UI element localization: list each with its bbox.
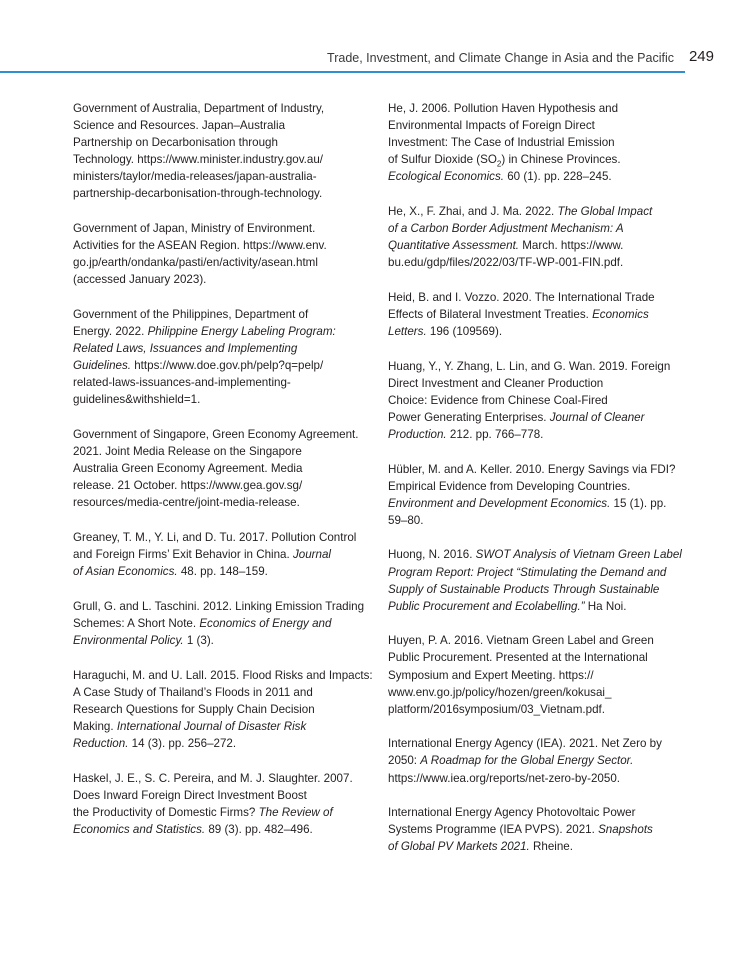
right-column [388,100,680,873]
reference-entry: Grull, G. and L. Taschini. 2012. Linking Emission Trading Schemes: A Short Note. Economics of Energy and Environmental Policy. 1 (3). [73,599,365,647]
left-column [73,100,373,855]
page-number: 249 [688,48,714,65]
reference-entry: Huong, N. 2016. SWOT Analysis of Vietnam Green Label Program Report: Project “Stimulating the Demand and Supply of Sustainable Products Through Sustainable Public Procurement and Ecolabelling.” Ha Noi. [388,548,682,613]
reference-entry: He, J. 2006. Pollution Haven Hypothesis and Environmental Impacts of Foreign Direct Investment: The Case of Industrial Emission of Sulfur Dioxide $(SO_2)$ in Chinese Provinces. Ecological Economics. 60 (1). pp. 228–245. [388,102,621,184]
reference-entry: International Energy Agency Photovoltaic Power Systems Programme (IEA PVPS). 2021. Snapshots of Global PV Markets 2021. Rheine. [388,806,653,854]
reference-entry: Government of Singapore, Green Economy Agreement. 2021. Joint Media Release on the Singapore Australia Green Economy Agreement. Media release. 21 October. https://www.gea.gov.sg/ resources/media-centre/joint-media-release. [73,428,359,510]
reference-entry: International Energy Agency (IEA). 2021. Net Zero by 2050: A Roadmap for the Global Energy Sector. https://www.iea.org/reports/net-zero-by-2050. [388,737,662,785]
reference-entry: Government of Australia, Department of Industry, Science and Resources. Japan–Australia Partnership on Decarbonisation through Technology. https://www.minister.industry.gov.au/ ministers/taylor/media-releases/japan-australia- partnership-decarbonisation-through-technology. [73,102,325,201]
reference-entry: Hübler, M. and A. Keller. 2010. Energy Savings via FDI? Empirical Evidence from Developing Countries. Environment and Development Economics. 15 (1). pp. 59–80. [388,462,676,527]
running-title: Trade, Investment, and Climate Change in Asia and the Pacific [327,51,674,65]
reference-entry: He, X., F. Zhai, and J. Ma. 2022. The Global Impact of a Carbon Border Adjustment Mechanism: A Quantitative Assessment. March. https://www. bu.edu/gdp/files/2022/03/TF-WP-001-FIN.pdf. [388,204,653,270]
reference-entry: Greaney, T. M., Y. Li, and D. Tu. 2017. Pollution Control and Foreign Firms’ Exit Behavior in China. Journal of Asian Economics. 48. pp. 148–159. [73,530,357,579]
header-rule [0,71,685,73]
running-header [0,44,750,72]
reference-entry: Huyen, P. A. 2016. Vietnam Green Label and Green Public Procurement. Presented at the International Symposium and Expert Meeting. https:// www.env.go.jp/policy/hozen/green/kokusai_ platform/2016symposium/03_Vietnam.pdf. [388,634,654,716]
reference-entry: Government of Japan, Ministry of Environment. Activities for the ASEAN Region. https://www.env. go.jp/earth/ondanka/pasti/en/activity/asean.html (accessed January 2023). [73,222,327,287]
reference-entry: Haskel, J. E., S. C. Pereira, and M. J. Slaughter. 2007. Does Inward Foreign Direct Investment Boost the Productivity of Domestic Firms? The Review of Economics and Statistics. 89 (3). pp. 482–496. [73,771,353,836]
reference-entry: Haraguchi, M. and U. Lall. 2015. Flood Risks and Impacts: A Case Study of Thailand’s Floods in 2011 and Research Questions for Supply Chain Decision Making. International Journal of Disaster Risk Reduction. 14 (3). pp. 256–272. [73,668,373,750]
reference-entry: Huang, Y., Y. Zhang, L. Lin, and G. Wan. 2019. Foreign Direct Investment and Cleaner Production Choice: Evidence from Chinese Coal-Fired Power Generating Enterprises. Journal of Cleaner Production. 212. pp. 766–778. [388,359,671,441]
reference-entry: Heid, B. and I. Vozzo. 2020. The International Trade Effects of Bilateral Investment Treaties. Economics Letters. 196 (109569). [388,290,655,339]
reference-entry: Government of the Philippines, Department of Energy. 2022. Philippine Energy Labeling Program: Related Laws, Issuances and Implementing Guidelines. https://www.doe.gov.ph/pelp?q=pelp/ related-laws-issuances-and-implementing- guidelines&withshield=1. [73,307,336,407]
